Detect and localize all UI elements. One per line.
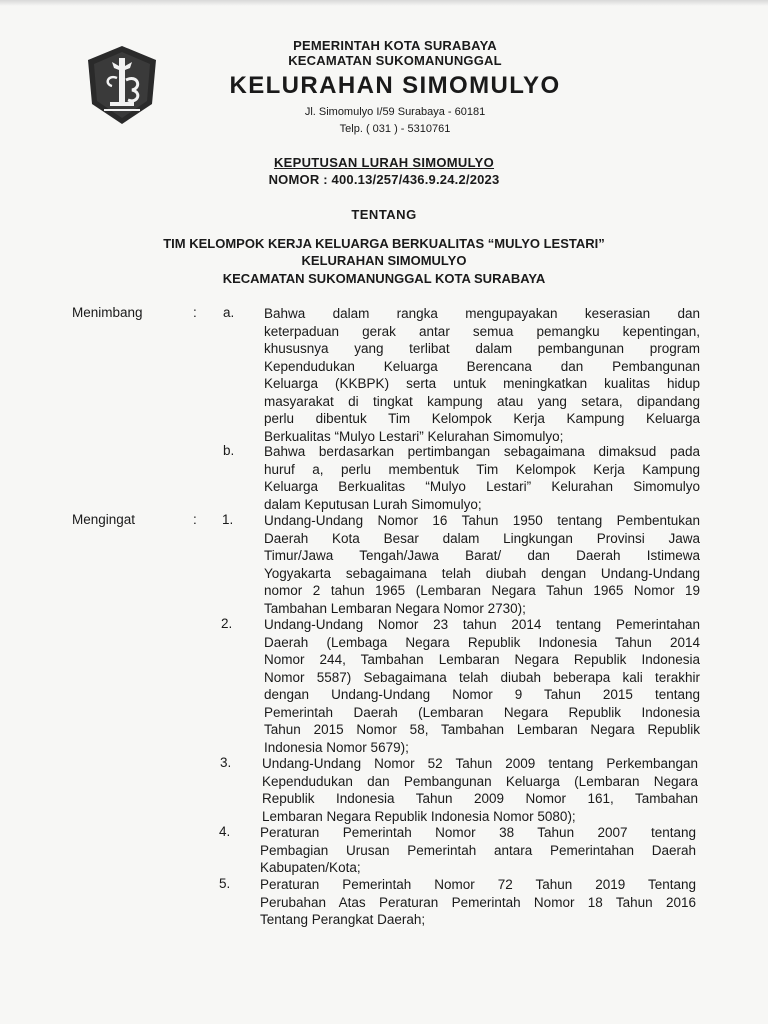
text-line: Peraturan Pemerintah Nomor 72 Tahun 2019 Tentang [260, 877, 696, 892]
text-line: Tahun 2015 Nomor 58, Tambahan Lembaran Negara Republik [264, 722, 700, 737]
text-line: Tambahan Lembaran Negara Nomor 2730); [264, 600, 526, 616]
decree-about: TENTANG [351, 207, 417, 222]
text-line: nomor 2 tahun 1965 (Lembaran Negara Tahun 1965 Nomor 19 [264, 583, 700, 598]
text-line: masyarakat di tingkat kampung atau yang setara, dipandang [264, 393, 700, 409]
text-line: Undang-Undang Nomor 23 tahun 2014 tentang Pemerintahan [264, 617, 700, 632]
clause-text [262, 755, 698, 825]
clause-marker: 2. [221, 616, 233, 631]
clause-marker: 4. [219, 824, 231, 839]
text-line: Kependudukan Keluarga Berencana dan Pembangunan [264, 358, 700, 374]
text-line: Pemerintah Daerah (Lembaran Negara Republik Indonesia [264, 704, 700, 720]
surabaya-emblem-icon [86, 44, 158, 126]
clause-marker: a. [223, 305, 235, 320]
office-address: Jl. Simomulyo I/59 Surabaya - 60181 [304, 106, 486, 118]
office-name: KELURAHAN SIMOMULYO [229, 72, 561, 99]
text-line: Perubahan Atas Peraturan Pemerintah Nomor 18 Tahun 2016 [260, 894, 696, 910]
text-line: Berkualitas “Mulyo Lestari” Kelurahan Simomulyo; [264, 428, 564, 444]
text-line: Daerah (Lembaga Negara Republik Indonesia Tahun 2014 [264, 634, 700, 650]
decree-number: NOMOR : 400.13/257/436.9.24.2/2023 [268, 172, 500, 187]
text-line: Undang-Undang Nomor 16 Tahun 1950 tentang Pembentukan [264, 513, 700, 528]
clause-marker: b. [223, 443, 235, 458]
text-line: keterpaduan gerak antar semua pemangku kepentingan, [264, 323, 700, 339]
decree-subject-line: KELURAHAN SIMOMULYO [301, 253, 467, 268]
text-line: Bahwa dalam rangka mengupayakan keserasian dan [264, 306, 700, 321]
text-line: dalam Keputusan Lurah Simomulyo; [264, 496, 482, 512]
text-line: Republik Indonesia Tahun 2009 Nomor 161, Tambahan [262, 791, 698, 806]
clause-text [264, 305, 700, 445]
menimbang-colon: : [193, 305, 197, 320]
text-line: Nomor 244, Tambahan Lembaran Negara Republik Indonesia [264, 652, 700, 667]
menimbang-label: Menimbang [72, 305, 143, 320]
text-line: khususnya yang terlibat dalam pembangunan program [264, 341, 700, 356]
text-line: Kependudukan dan Pembangunan Keluarga (Lembaran Negara [262, 773, 698, 789]
text-line: perlu dibentuk Tim Kelompok Kerja Kampung Keluarga [264, 411, 700, 426]
text-line: Nomor 5587) Sebagaimana telah diubah beberapa kali terakhir [264, 669, 700, 685]
clause-marker: 1. [222, 512, 234, 527]
text-line: Keluarga (KKBPK) serta untuk meningkatkan kualitas hidup [264, 376, 700, 391]
text-line: Yogyakarta sebagaimana telah diubah dengan Undang-Undang [264, 565, 700, 581]
text-line: Daerah Kota Besar dalam Lingkungan Provinsi Jawa [264, 530, 700, 546]
decree-title: KEPUTUSAN LURAH SIMOMULYO [273, 155, 495, 170]
text-line: Kabupaten/Kota; [260, 860, 361, 875]
text-line: dengan Undang-Undang Nomor 9 Tahun 2015 tentang [264, 687, 700, 702]
text-line: Undang-Undang Nomor 52 Tahun 2009 tentang Perkembangan [262, 756, 698, 771]
text-line: Timur/Jawa Tengah/Jawa Barat/ dan Daerah Istimewa [264, 548, 700, 563]
scan-edge [0, 0, 768, 6]
mengingat-label: Mengingat [72, 512, 136, 527]
mengingat-colon: : [193, 512, 197, 527]
clause-text [264, 616, 700, 756]
text-line: huruf a, perlu membentuk Tim Kelompok Kerja Kampung [264, 461, 700, 477]
clause-marker: 3. [220, 755, 232, 770]
decree-subject-line: KECAMATAN SUKOMANUNGGAL KOTA SURABAYA [222, 271, 546, 286]
gov-name: PEMERINTAH KOTA SURABAYA [293, 38, 497, 53]
clause-text [260, 876, 696, 929]
text-line: Keluarga Berkualitas “Mulyo Lestari” Kelurahan Simomulyo [264, 479, 700, 494]
text-line: Indonesia Nomor 5679); [264, 739, 409, 755]
clause-text [260, 824, 696, 877]
text-line: Peraturan Pemerintah Nomor 38 Tahun 2007 tentang [260, 825, 696, 840]
text-line: Tentang Perangkat Daerah; [260, 912, 426, 927]
text-line: Bahwa berdasarkan pertimbangan sebagaimana dimaksud pada [264, 444, 700, 459]
clause-text [264, 443, 700, 513]
text-line: Lembaran Negara Republik Indonesia Nomor 5080); [262, 808, 576, 824]
decree-subject-line: TIM KELOMPOK KERJA KELUARGA BERKUALITAS “MULYO LESTARI” [163, 236, 605, 251]
district-name: KECAMATAN SUKOMANUNGGAL [288, 53, 502, 68]
text-line: Pembagian Urusan Pemerintah antara Pemerintahan Daerah [260, 842, 696, 858]
clause-marker: 5. [219, 876, 231, 891]
clause-text [264, 512, 700, 617]
office-phone: Telp. ( 031 ) - 5310761 [339, 123, 451, 135]
